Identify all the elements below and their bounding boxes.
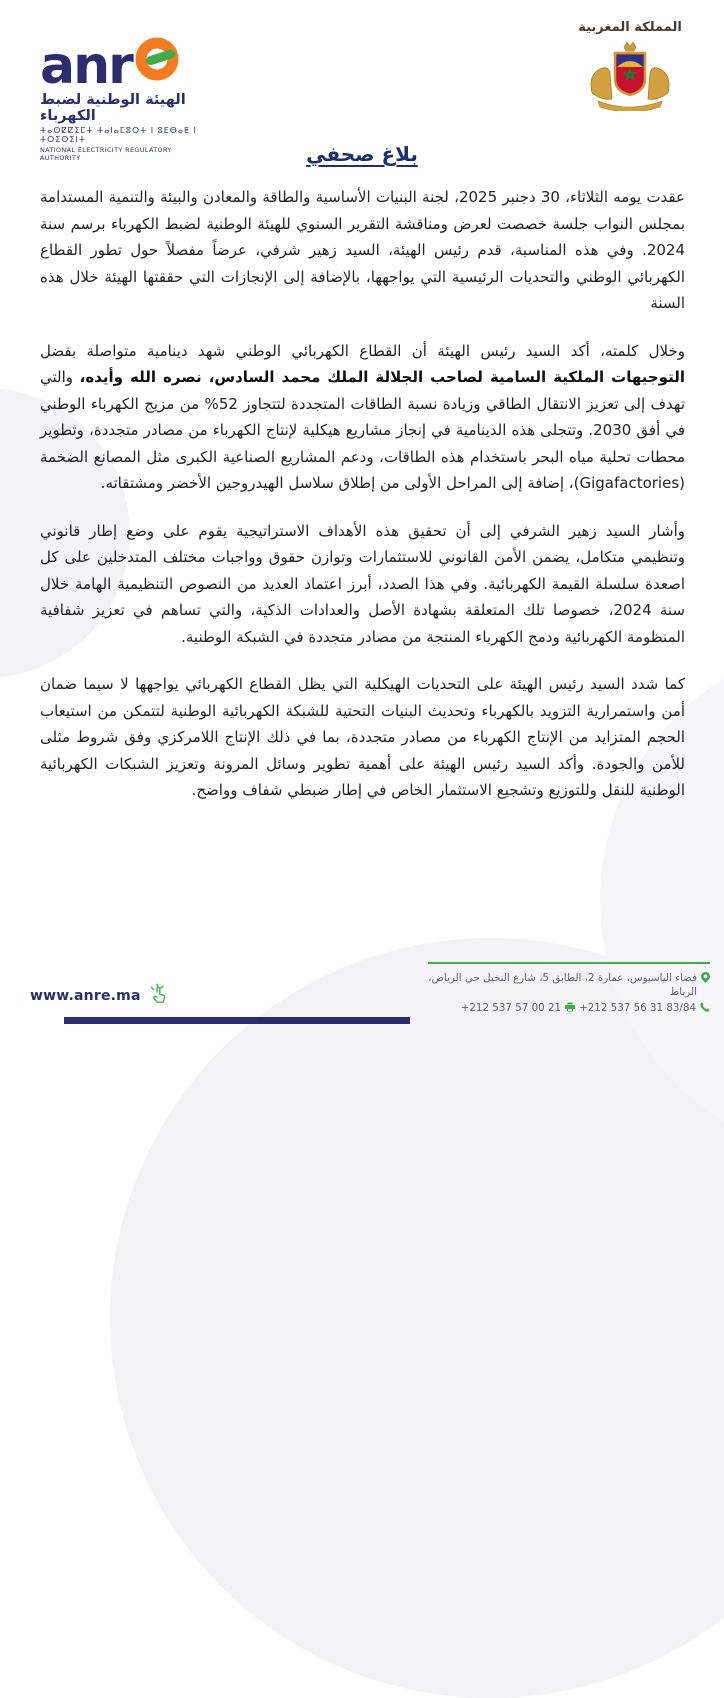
- fax-number: +212 537 57 00 21: [460, 1002, 562, 1014]
- anre-wordmark-text: anr: [40, 36, 132, 96]
- paragraph-3: وأشار السيد زهير الشرفي إلى أن تحقيق هذه الأهداف الاستراتيجية يقوم على وضع إطار قانوني وتنظيمي متكامل، يضمن الأمن القانوني للاستثمارات وتوازن حقوق وواجبات مختلف المتدخلين على كل اصعدة سلسلة القيمة الكهربائية. وفي هذا الصدد، أبرز اعتماد العديد من النصوص التنظيمية الهامة خلال سنة 2024، خصوصا تلك المتعلقة بشهادة الأصل والعدادات الذكية، والتي تساهم في تعزيز شفافية المنظومة الكهربائية ودمج الكهرباء المنتجة من مصادر متجددة في الشبكة الوطنية.: [40, 521, 685, 646]
- anre-arabic-name: الهيئة الوطنية لضبط الكهرباء: [40, 92, 186, 124]
- anre-wordmark: [40, 36, 270, 96]
- click-hand-icon: [147, 983, 169, 1009]
- fax-icon: [565, 1002, 575, 1015]
- paragraph-2-text: والتي تهدف إلى تعزيز الانتقال الطاقي وزيادة نسبة الطاقات المتجددة لتتجاوز 52% من مزيج الكهرباء الوطني في أفق 2030. وتتجلى هذه الدينامية في إنجاز مشاريع هيكلية لإنتاج الكهرباء من مصادر متجددة، وتطوير محطات تحلية مياه البحر باستخدام هذه الطاقات، ودعم المشاريع الصناعية الكبرى مثل المصانع الضخمة (Gigafactories)، إضافة إلى المراحل الأولى من إطلاق سلاسل الهيدروجين الأخضر ومشتقاته.: [40, 368, 685, 492]
- kingdom-label: المملكة المغربية: [578, 20, 682, 35]
- paragraph-2-text: وخلال كلمته، أكد السيد رئيس الهيئة أن القطاع الكهربائي الوطني شهد دينامية متواصلة بفضل: [40, 341, 685, 360]
- address-line: [428, 971, 710, 999]
- anre-tifinagh-name: ⵜⴰⵙⵇⵇⵉⵎⵜ ⵜⴰⵏⴰⵎⵓⵔⵜ ⵏ ⵓⴹⴱⴰⵟ ⵏ ⵜⵔⵉⵙⵉⵏⵜ: [40, 126, 197, 144]
- phone-line: [428, 1002, 710, 1015]
- address-text: فضاء الياسيوس، عمارة 2، الطابق 5، شارع النخيل حي الرياض، الرباط: [428, 971, 697, 998]
- location-pin-icon: [701, 972, 710, 987]
- phone-number: +212 537 56 31 83/84: [579, 1002, 696, 1014]
- anre-e-icon: [132, 36, 180, 88]
- paragraph-1: عقدت يومه الثلاثاء، 30 دجنبر 2025، لجنة البنيات الأساسية والطاقة والمعادن والبيئة والتنمية المستدامة بمجلس النواب جلسة خصصت لعرض ومناقشة التقرير السنوي للهيئة الوطنية لضبط الكهرباء برسم سنة 2024. وفي هذه المناسبة، قدم رئيس الهيئة، السيد زهير شرفي، عرضاً مفصلاً حول تطور القطاع الكهربائي الوطني والتحديات الرئيسية التي يواجهها، بالإضافة إلى الإنجازات التي حققتها الهيئة خلال هذه السنة: [40, 188, 685, 312]
- website-url[interactable]: www.anre.ma: [30, 988, 141, 1004]
- anre-english-name: NATIONAL ELECTRICITY REGULATORY AUTHORITY: [40, 146, 172, 162]
- page-title: بلاغ صحفي: [306, 142, 418, 166]
- footer-contact-block: [428, 962, 710, 1015]
- website-block: [30, 983, 169, 1009]
- phone-icon: [700, 1002, 710, 1015]
- kingdom-emblem-block: [560, 20, 700, 115]
- paragraph-2: [40, 338, 685, 497]
- paragraph-4: كما شدد السيد رئيس الهيئة على التحديات الهيكلية التي يظل القطاع الكهربائي يواجهها لا سيما ضمان أمن واستمرارية التزويد بالكهرباء وتحديث البنيات التحتية للشبكة الكهربائية الوطنية لتتمكن من استيعاب الحجم المتزايد من الإنتاج الكهرباء من مصادر متجددة، بما في ذلك الإنتاج اللامركزي وفق شروط مثلى للأمن والجودة. وأكد السيد رئيس الهيئة على أهمية تطوير وسائل المرونة وتعزيز الشبكات الكهربائية الوطنية للنقل وللتوزيع وتشجيع الاستثمار الخاص في إطار ضبطي شفاف وواضح.: [40, 675, 685, 799]
- royal-directives-bold-text: التوجيهات الملكية السامية لصاحب الجلالة الملك محمد السادس، نصره الله وأيده،: [79, 368, 685, 386]
- bottom-accent-bar: [64, 1017, 410, 1024]
- morocco-coat-of-arms-icon: [578, 96, 682, 115]
- footer-divider: [428, 962, 710, 964]
- background-watermark-circle: [110, 938, 724, 1698]
- press-release-body: [40, 184, 685, 825]
